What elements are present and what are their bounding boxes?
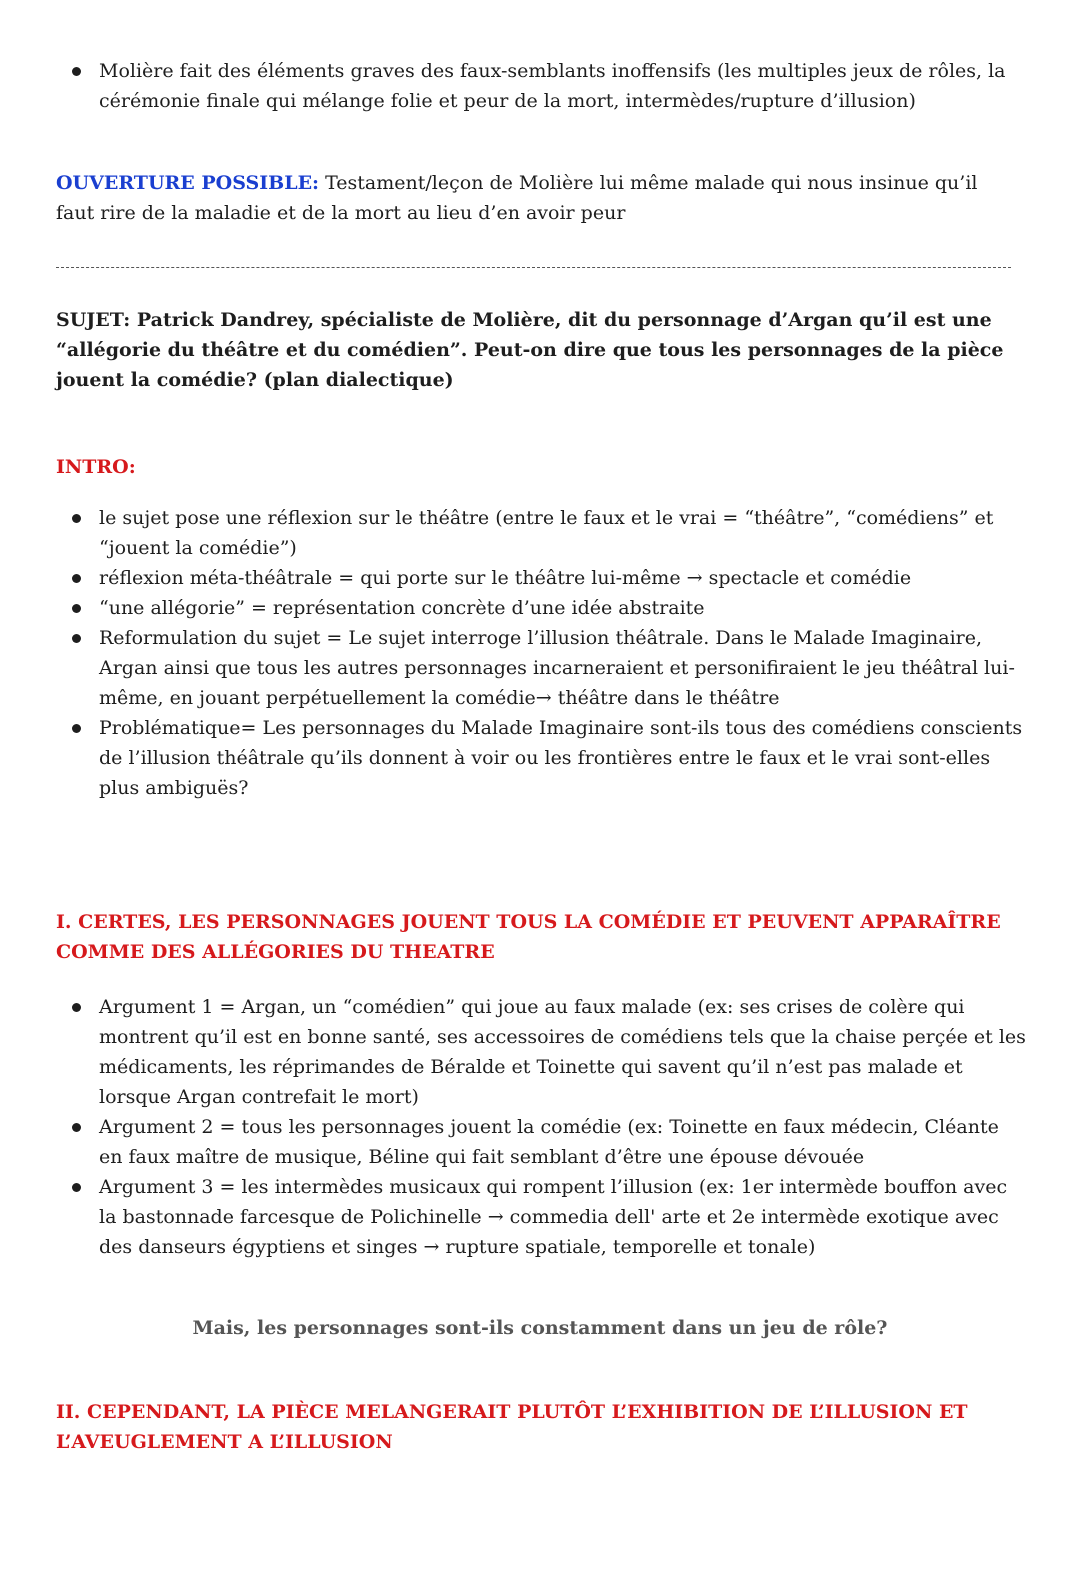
list-item: Argument 3 = les intermèdes musicaux qui rompent l’illusion (ex: 1er intermède bouffon avec la bastonnade farcesque de Polichinelle → commedia dell' arte et 2e intermède exotique avec des danseurs égyptiens et singes → rupture spatiale, temporelle et tonale) xyxy=(56,1172,1026,1262)
list-item: Problématique= Les personnages du Malade Imaginaire sont-ils tous des comédiens conscients de l’illusion théâtrale qu’ils donnent à voir ou les frontières entre le faux et le vrai sont-elles plus ambiguës? xyxy=(56,713,1026,803)
list-item: Molière fait des éléments graves des faux-semblants inoffensifs (les multiples jeux de rôles, la cérémonie finale qui mélange folie et peur de la mort, intermèdes/rupture d’illusion) xyxy=(56,56,1026,116)
ouverture-text: Testament/leçon de Molière lui même malade qui nous insinue qu’il faut rire de la maladie et de la mort au lieu d’en avoir peur xyxy=(56,172,978,224)
part1-heading: I. CERTES, LES PERSONNAGES JOUENT TOUS LA COMÉDIE ET PEUVENT APPARAÎTRE COMME DES ALLÉGORIES DU THEATRE xyxy=(56,911,1001,963)
ouverture-paragraph xyxy=(56,168,1016,228)
sujet-paragraph: SUJET: Patrick Dandrey, spécialiste de Molière, dit du personnage d’Argan qu’il est une “allégorie du théâtre et du comédien”. Peut-on dire que tous les personnages de la pièce jouent la comédie? (plan dialectique) xyxy=(56,309,1004,391)
intro-heading: INTRO: xyxy=(56,456,136,478)
top-bullet-list xyxy=(56,56,1026,116)
list-item: Argument 2 = tous les personnages jouent la comédie (ex: Toinette en faux médecin, Cléante en faux maître de musique, Béline qui fait semblant d’être une épouse dévouée xyxy=(56,1112,1026,1172)
list-item: le sujet pose une réflexion sur le théâtre (entre le faux et le vrai = “théâtre”, “comédiens” et “jouent la comédie”) xyxy=(56,503,1026,563)
list-item: réflexion méta-théâtrale = qui porte sur le théâtre lui-même → spectacle et comédie xyxy=(56,563,1026,593)
part1-bullet-list xyxy=(56,992,1026,1262)
list-item: “une allégorie” = représentation concrète d’une idée abstraite xyxy=(56,593,1026,623)
part2-heading: II. CEPENDANT, LA PIÈCE MELANGERAIT PLUTÔT L’EXHIBITION DE L’ILLUSION ET L’AVEUGLEMENT A L’ILLUSION xyxy=(56,1401,968,1453)
list-item: Argument 1 = Argan, un “comédien” qui joue au faux malade (ex: ses crises de colère qui montrent qu’il est en bonne santé, ses accessoires de comédiens tels que la chaise perçée et les médicaments, les réprimandes de Béralde et Toinette qui savent qu’il n’est pas malade et lorsque Argan contrefait le mort) xyxy=(56,992,1026,1112)
transition-question: Mais, les personnages sont-ils constamment dans un jeu de rôle? xyxy=(192,1317,888,1339)
intro-bullet-list xyxy=(56,503,1026,803)
list-item: Reformulation du sujet = Le sujet interroge l’illusion théâtrale. Dans le Malade Imaginaire, Argan ainsi que tous les autres personnages incarneraient et personifiraient le jeu théâtral lui-même, en jouant perpétuellement la comédie→ théâtre dans le théâtre xyxy=(56,623,1026,713)
ouverture-label: OUVERTURE POSSIBLE: xyxy=(56,172,320,194)
dashed-separator xyxy=(56,267,1011,268)
